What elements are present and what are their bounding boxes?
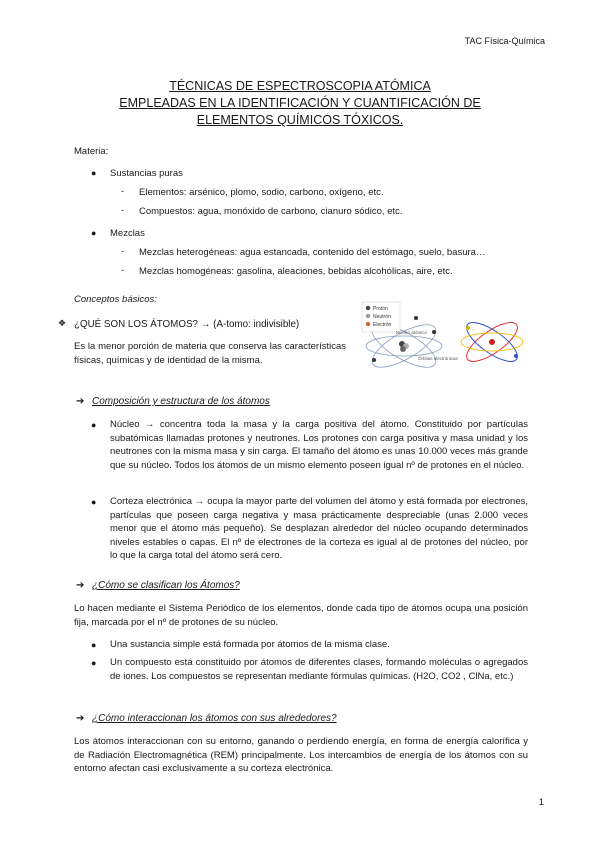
clasifican-heading: ¿Cómo se clasifican los Átomos? xyxy=(92,580,240,591)
compuesto-text: Un compuesto está constituido por átomos de diferentes clases, formando moléculas o agregados de iones. Los compuestos se representan mediante fórmulas químicas. (H2O, CO2 , ClNa, etc.) xyxy=(110,657,528,682)
atom-diagram xyxy=(356,298,536,386)
arrow-right-icon: ➔ xyxy=(76,396,85,407)
interaccionan-heading: ¿Cómo interaccionan los átomos con sus alrededores? xyxy=(92,713,337,724)
dash-icon: - xyxy=(121,265,124,275)
legend-electron: Electrón xyxy=(373,322,392,328)
clasifican-text: Lo hacen mediante el Sistema Periódico de los elementos, donde cada tipo de átomos ocupa una posición fija, marcada por el nº de protones de su núcleo. xyxy=(74,603,528,628)
sustancia-simple-text: Una sustancia simple está formada por átomos de la misma clase. xyxy=(110,639,390,650)
arrow-right-icon: ➔ xyxy=(76,580,85,591)
bullet-icon: ● xyxy=(91,497,97,507)
label-orbitals: Órbitas electrónicas xyxy=(418,356,458,361)
bullet-icon: ● xyxy=(91,420,97,430)
atomos-heading: ¿QUÉ SON LOS ÁTOMOS? → (A-tomo: indivisible) xyxy=(74,319,300,330)
conceptos-label: Conceptos básicos: xyxy=(74,294,157,305)
page-title xyxy=(0,78,600,129)
arrow-right-icon: ➔ xyxy=(76,713,85,724)
homogeneas-text: Mezclas homogéneas: gasolina, aleaciones, bebidas alcohólicas, aire, etc. xyxy=(139,266,453,277)
interaccionan-text: Los átomos interaccionan con su entorno, ganando o perdiendo energía, en forma de energía calorífica y de Radiación Electromagnética (REM) principalmente. Los intercambios de energía de los átomos con su entorno afectan casi exclusivamente a su corteza electrónica. xyxy=(74,736,528,775)
header-tag: TAC Física-Química xyxy=(464,36,545,46)
title-line-1: TÉCNICAS DE ESPECTROSCOPIA ATÓMICA xyxy=(169,79,431,93)
nucleo-text: Núcleo → concentra toda la masa y la carga positiva del átomo. Constituido por partículas subatómicas llamadas protones y neutrones. Los protones con carga positiva y masa unidad y los neutrones con la misma masa y sin carga. El tamaño del átomo es unas 10.000 veces más grande que su núcleo. Todos los átomos de un mismo elemento poseen igual nº de protones en el núcleo. xyxy=(110,419,528,471)
label-nucleus: Núcleo atómico xyxy=(396,330,428,335)
page-number: 1 xyxy=(538,797,544,808)
dash-icon: - xyxy=(121,186,124,196)
diamond-icon: ❖ xyxy=(58,318,67,328)
corteza-text: Corteza electrónica → ocupa la mayor parte del volumen del átomo y está formada por electrones, partículas que poseen carga negativa y masa prácticamente despreciable (unas 2.000 veces menor que el átomo más pequeño). Se desplazan alrededor del núcleo ocupando determinados niveles estables o capas. El nº de electrones de la corteza es igual al de protones del núcleo, por lo que la carga total del átomo será cero. xyxy=(110,496,528,562)
materia-label: Materia: xyxy=(74,146,109,157)
dash-icon: - xyxy=(121,205,124,215)
dash-icon: - xyxy=(121,246,124,256)
title-line-2: EMPLEADAS EN LA IDENTIFICACIÓN Y CUANTIFICACIÓN DE xyxy=(119,96,481,110)
legend-neutron: Neutrón xyxy=(373,314,391,320)
bullet-icon: ● xyxy=(91,658,97,668)
legend-proton: Protón xyxy=(373,306,388,312)
compuestos-text: Compuestos: agua, monóxido de carbono, cianuro sódico, etc. xyxy=(139,206,403,217)
mezclas-label: Mezclas xyxy=(110,228,145,239)
composicion-heading: Composición y estructura de los átomos xyxy=(92,396,270,407)
bullet-icon: ● xyxy=(91,168,97,178)
heterogeneas-text: Mezclas heterogéneas: agua estancada, contenido del estómago, suelo, basura… xyxy=(139,247,486,258)
elementos-text: Elementos: arsénico, plomo, sodio, carbono, oxígeno, etc. xyxy=(139,187,384,198)
atomos-definition: Es la menor porción de materia que conserva las características físicas, químicas y de identidad de la misma. xyxy=(74,341,346,366)
sustancias-puras: Sustancias puras xyxy=(110,168,183,179)
bullet-icon: ● xyxy=(91,228,97,238)
bullet-icon: ● xyxy=(91,640,97,650)
title-line-3: ELEMENTOS QUÍMICOS TÓXICOS. xyxy=(196,113,404,127)
